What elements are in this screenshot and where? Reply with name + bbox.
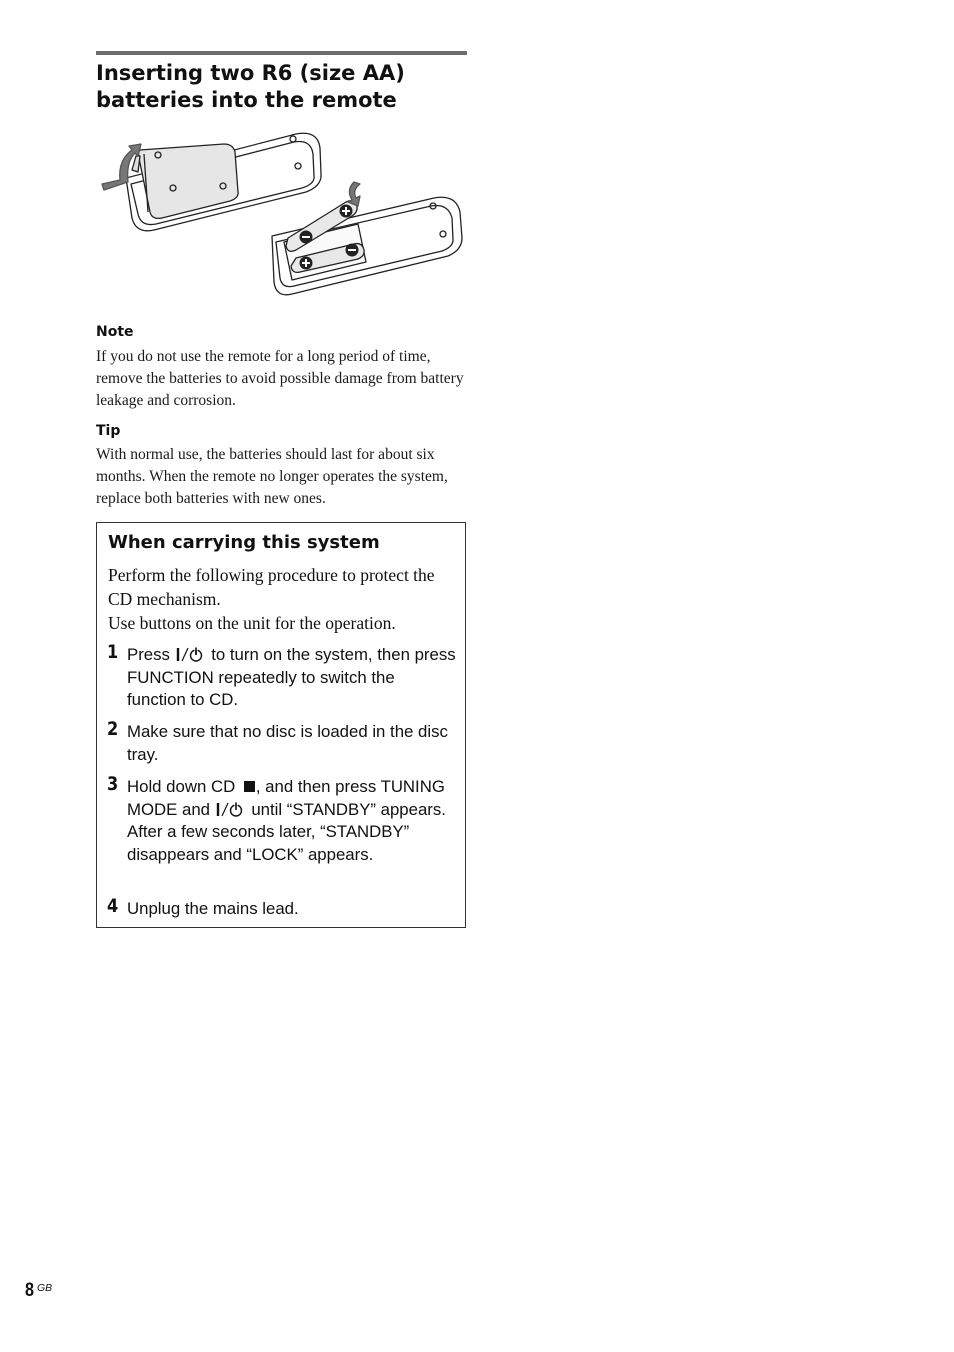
step-number: 1 [107,641,119,663]
step-number: 3 [107,773,119,795]
step-text: Make sure that no disc is loaded in the disc tray. [127,722,448,764]
intro-line-1: Perform the following procedure to protect the CD mechanism. [108,565,435,609]
tip-text: With normal use, the batteries should last for about six months. When the remote no longer operates the system, replace both batteries with new ones. [96,446,448,507]
tip-label: Tip [96,423,121,439]
power-icon [215,801,247,818]
carrying-system-title: When carrying this system [108,532,380,553]
step-text [127,776,457,866]
step-text-part: Hold down CD [127,777,240,796]
page-number-value: 8 [25,1280,34,1301]
page-number [25,1280,53,1302]
carrying-system-intro [108,563,458,635]
section-heading [96,60,476,114]
intro-line-2: Use buttons on the unit for the operation. [108,613,396,633]
section-rule [96,51,467,55]
stop-icon [244,781,255,792]
note-label: Note [96,324,134,340]
battery-insertion-illustration [96,126,466,301]
step-number: 4 [107,895,119,917]
step-number: 2 [107,718,119,740]
step-text-part: , and then press TUNING MODE and [127,777,445,819]
step-text: Unplug the mains lead. [127,899,299,918]
step-text-part: to turn on the system, then press FUNCTION repeatedly to switch the function to CD. [127,645,456,709]
section-heading-line1: Inserting two R6 (size AA) [96,61,405,85]
step-text [127,644,457,712]
carrying-system-box [96,522,466,928]
step-text-part: Press [127,645,175,664]
power-icon [175,646,207,663]
page-number-suffix: GB [37,1282,53,1294]
step-text-part: until “STANDBY” appears. After a few seconds later, “STANDBY” disappears and “LOCK” appears. [127,799,446,864]
note-text: If you do not use the remote for a long period of time, remove the batteries to avoid possible damage from battery leakage and corrosion. [96,348,464,409]
section-heading-line2: batteries into the remote [96,88,397,112]
